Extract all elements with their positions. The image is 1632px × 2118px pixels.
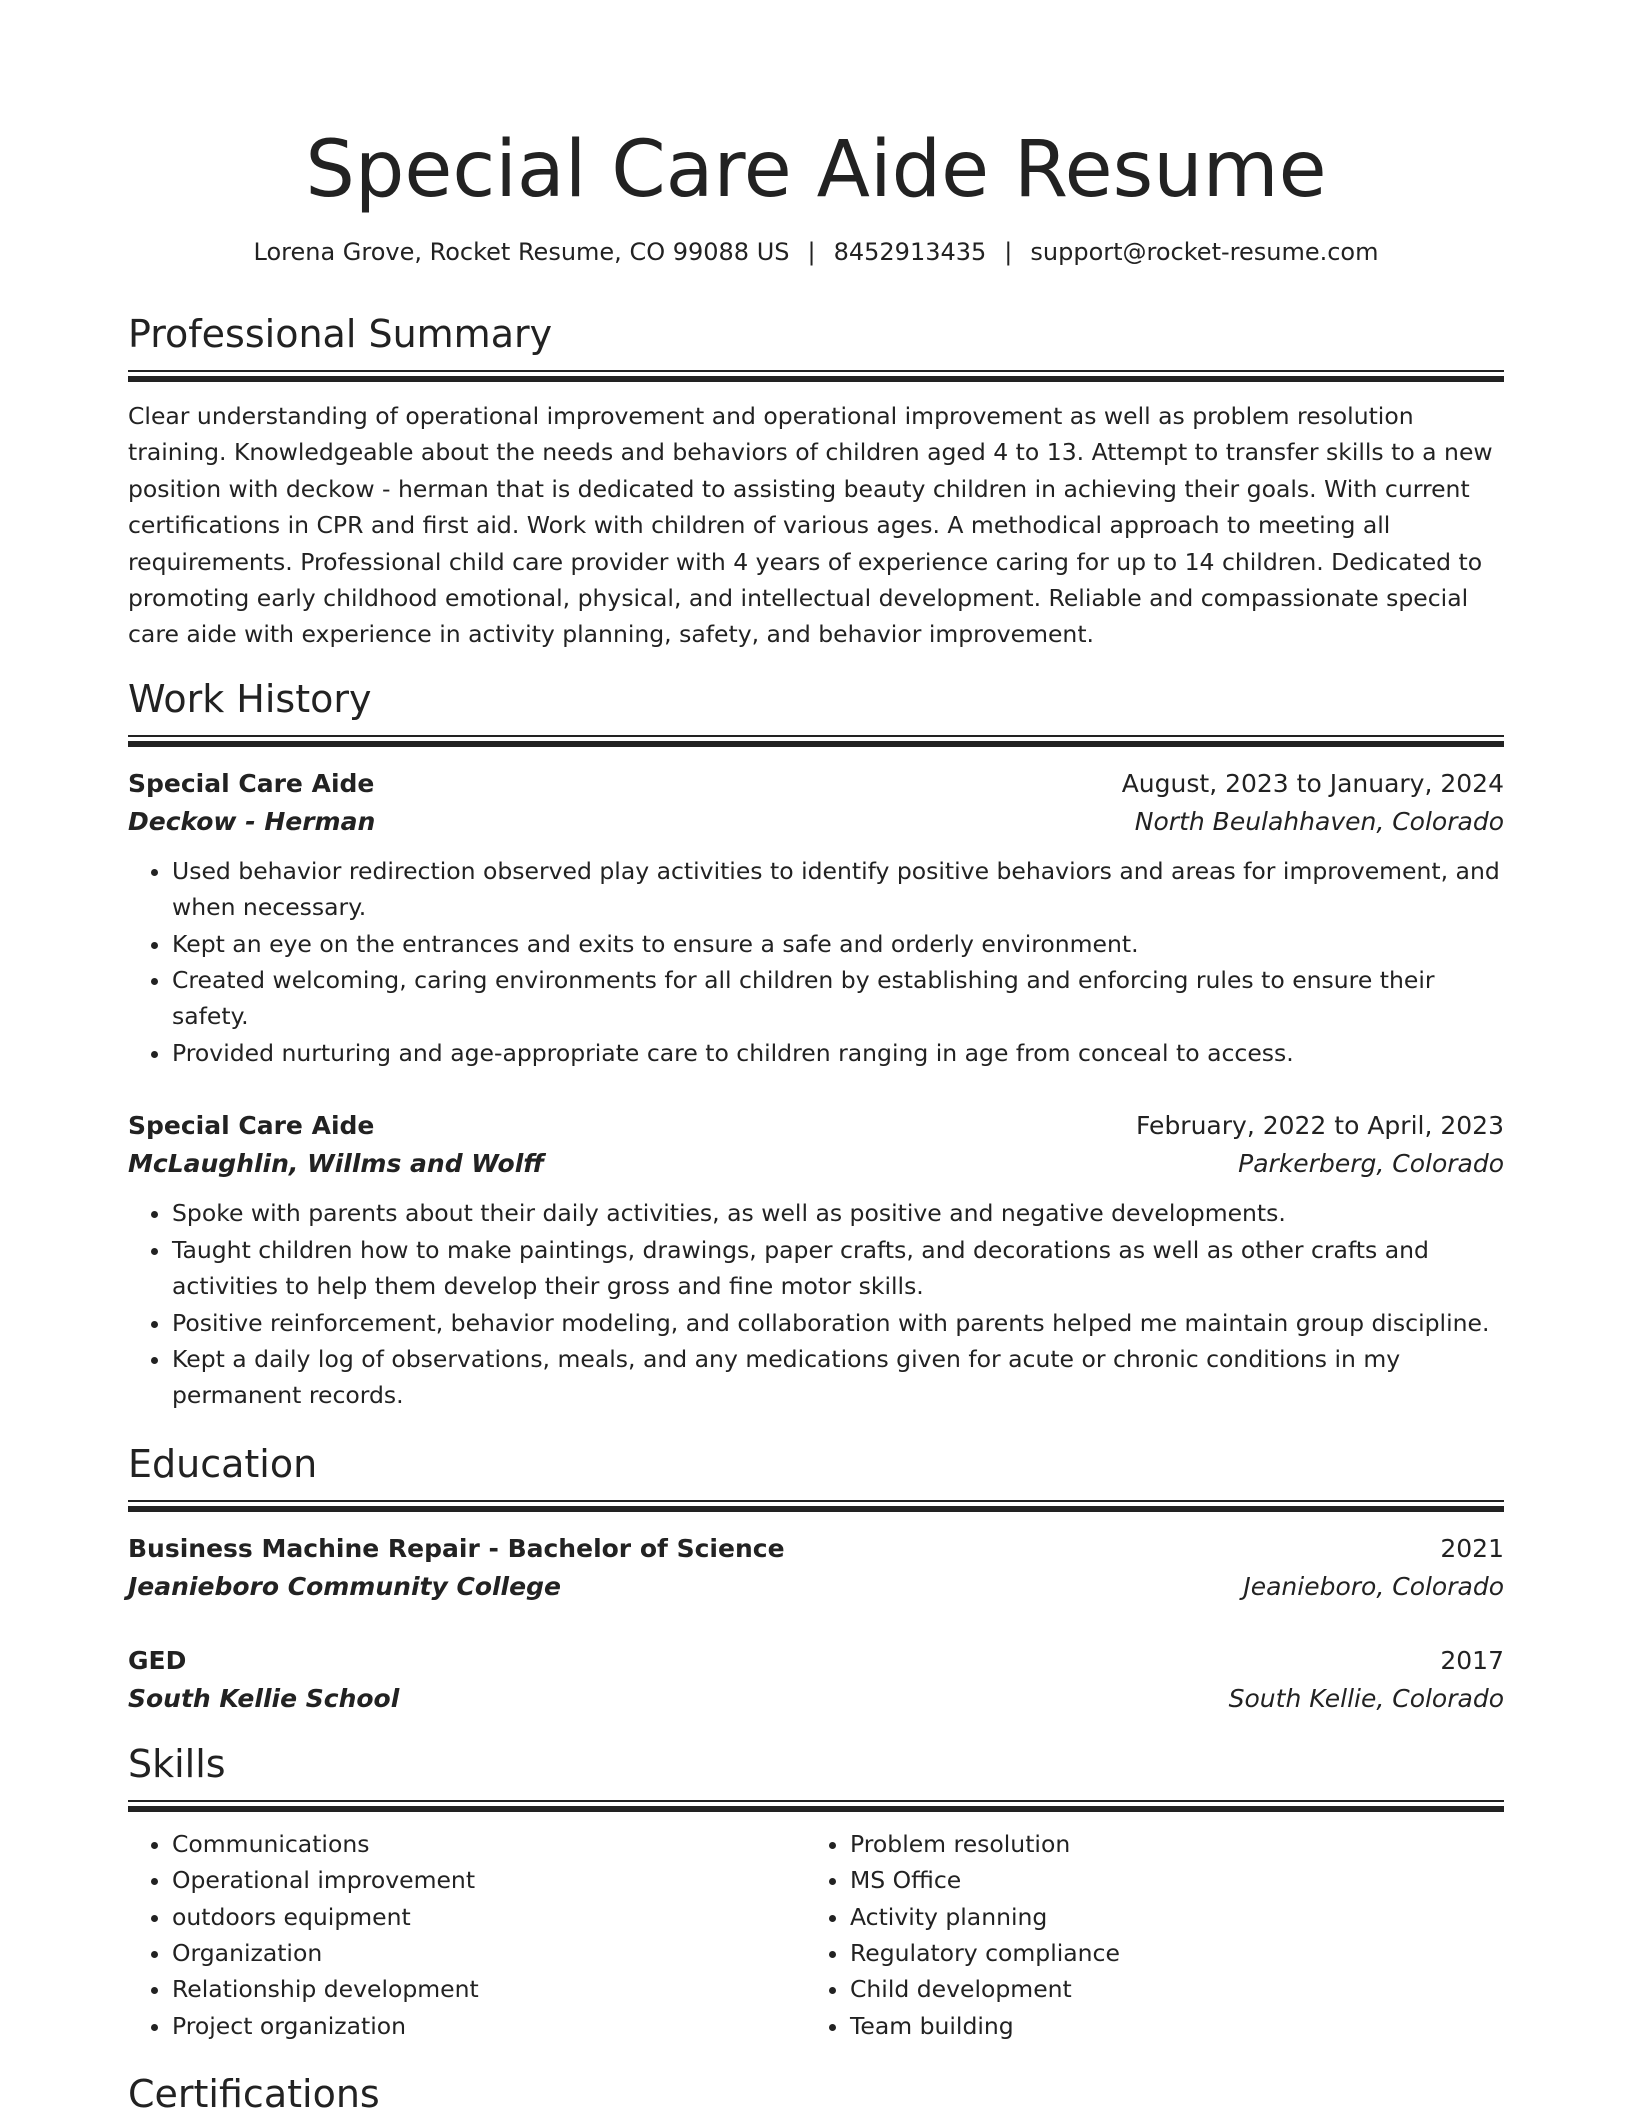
section-divider	[128, 1500, 1504, 1512]
skills-list	[128, 1826, 806, 2044]
skills-column-right	[806, 1826, 1484, 2044]
resume-title: Special Care Aide Resume	[305, 125, 1327, 215]
list-item: • Taught children how to make paintings, drawings, paper crafts, and decorations as well as other crafts and activities to help them develop their gross and fine motor skills.	[172, 1232, 1504, 1305]
skills-grid	[128, 1826, 1504, 2044]
job-company: Deckow - Herman	[128, 806, 376, 836]
education-school-row	[128, 1680, 1504, 1718]
list-item: • Organization	[172, 1935, 806, 1971]
list-item: • outdoors equipment	[172, 1899, 806, 1935]
education-entry	[128, 1642, 1504, 1718]
job-entry	[128, 765, 1504, 1071]
education-school: South Kellie School	[128, 1683, 400, 1713]
job-location: North Beulahhaven, Colorado	[1134, 806, 1504, 836]
summary-section	[128, 310, 1504, 653]
list-item: • Problem resolution	[850, 1826, 1484, 1862]
list-item: • Kept an eye on the entrances and exits to ensure a safe and orderly environment.	[172, 926, 1504, 962]
skills-section	[128, 1740, 1504, 2044]
list-item: • Used behavior redirection observed play activities to identify positive behaviors and areas for improvement, and when necessary.	[172, 853, 1504, 926]
contact-email: support@rocket-resume.com	[1030, 238, 1379, 266]
contact-separator: |	[807, 238, 816, 266]
job-dates: February, 2022 to April, 2023	[1136, 1111, 1504, 1141]
list-item: • Positive reinforcement, behavior modeling, and collaboration with parents helped me maintain group discipline.	[172, 1305, 1504, 1341]
job-header-row	[128, 1107, 1504, 1145]
education-heading: Education	[128, 1441, 318, 1486]
education-school-row	[128, 1568, 1504, 1606]
education-degree: GED	[128, 1645, 187, 1675]
education-year: 2021	[1440, 1533, 1504, 1563]
contact-line	[128, 236, 1504, 268]
job-company-row	[128, 1145, 1504, 1183]
section-divider	[128, 1800, 1504, 1812]
list-item: • Regulatory compliance	[850, 1935, 1484, 1971]
job-bullets	[128, 853, 1504, 1071]
job-company-row	[128, 803, 1504, 841]
list-item: • Provided nurturing and age-appropriate care to children ranging in age from conceal to access.	[172, 1035, 1504, 1071]
list-item: • Team building	[850, 2008, 1484, 2044]
job-bullets	[128, 1195, 1504, 1413]
job-title: Special Care Aide	[128, 1111, 375, 1141]
education-location: South Kellie, Colorado	[1228, 1683, 1504, 1713]
skills-heading: Skills	[128, 1741, 226, 1786]
job-entry	[128, 1107, 1504, 1413]
list-item: • Operational improvement	[172, 1862, 806, 1898]
list-item: • Activity planning	[850, 1899, 1484, 1935]
education-section	[128, 1440, 1504, 1718]
list-item: • Project organization	[172, 2008, 806, 2044]
job-header-row	[128, 765, 1504, 803]
list-item: • Relationship development	[172, 1971, 806, 2007]
certifications-heading: Certifications	[128, 2072, 380, 2117]
education-year: 2017	[1440, 1645, 1504, 1675]
education-header-row	[128, 1642, 1504, 1680]
certifications-section	[128, 2070, 1504, 2118]
education-header-row	[128, 1530, 1504, 1568]
summary-text: Clear understanding of operational improvement and operational improvement as well as problem resolution training. Knowledgeable about the needs and behaviors of children aged 4 to 13. Attempt to transfer skills to a new position with deckow - herman that is dedicated to assisting beauty children in achieving their goals. With current certifications in CPR and first aid. Work with children of various ages. A methodical approach to meeting all requirements. Professional child care provider with 4 years of experience caring for up to 14 children. Dedicated to promoting early childhood emotional, physical, and intellectual development. Reliable and compassionate special care aide with experience in activity planning, safety, and behavior improvement.	[128, 402, 1493, 649]
list-item: • Child development	[850, 1971, 1484, 2007]
job-title: Special Care Aide	[128, 768, 375, 798]
education-school: Jeanieboro Community College	[128, 1571, 561, 1601]
summary-heading: Professional Summary	[128, 312, 553, 356]
contact-separator: |	[1004, 238, 1013, 266]
skills-list	[806, 1826, 1484, 2044]
list-item: • MS Office	[850, 1862, 1484, 1898]
section-divider	[128, 370, 1504, 382]
work-history-section	[128, 675, 1504, 1414]
education-degree: Business Machine Repair - Bachelor of Science	[128, 1533, 785, 1563]
contact-address: Lorena Grove, Rocket Resume, CO 99088 US	[253, 238, 790, 266]
skills-column-left	[128, 1826, 806, 2044]
work-history-heading: Work History	[128, 676, 372, 721]
list-item: • Spoke with parents about their daily activities, as well as positive and negative developments.	[172, 1195, 1504, 1231]
job-location: Parkerberg, Colorado	[1238, 1149, 1504, 1179]
job-company: McLaughlin, Willms and Wolff	[128, 1149, 545, 1179]
list-item: • Created welcoming, caring environments for all children by establishing and enforcing rules to ensure their safety.	[172, 962, 1504, 1035]
contact-phone: 8452913435	[833, 238, 987, 266]
resume-page	[128, 0, 1504, 2118]
list-item: • Kept a daily log of observations, meals, and any medications given for acute or chronic conditions in my permanent records.	[172, 1341, 1504, 1414]
education-location: Jeanieboro, Colorado	[1243, 1571, 1504, 1601]
list-item: • Communications	[172, 1826, 806, 1862]
job-dates: August, 2023 to January, 2024	[1121, 768, 1504, 798]
education-entry	[128, 1530, 1504, 1606]
section-divider	[128, 735, 1504, 747]
